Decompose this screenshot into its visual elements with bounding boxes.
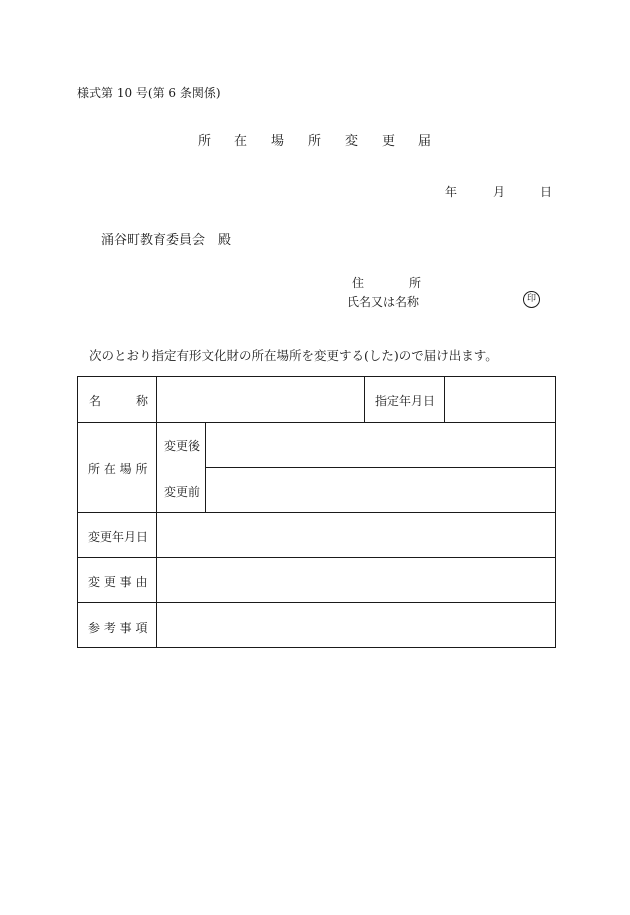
title-char: 在 [234, 134, 248, 149]
applicant-address-label: 住 [352, 276, 365, 290]
notes-field[interactable] [157, 603, 555, 647]
change-reason-label: 変 更 事 由 [88, 575, 148, 589]
date-year-label: 年 [445, 185, 458, 199]
designation-date-field[interactable] [445, 378, 555, 422]
title-char: 届 [418, 134, 432, 149]
title-char: 変 [345, 134, 359, 149]
location-before-label: 変更前 [164, 485, 201, 499]
change-form-table [77, 376, 556, 648]
location-label: 所 在 場 所 [88, 462, 148, 476]
notes-label: 参 考 事 項 [88, 621, 148, 635]
change-reason-field[interactable] [157, 558, 555, 602]
applicant-name-label: 氏名又は名称 [347, 295, 420, 309]
name-label: 名 [89, 394, 102, 408]
location-after-field[interactable] [206, 423, 555, 467]
location-after-label: 変更後 [164, 439, 201, 453]
addressee: 涌谷町教育委員会 殿 [101, 233, 232, 248]
title-char: 所 [198, 134, 212, 149]
applicant-address-label: 所 [409, 276, 422, 290]
name-field[interactable] [157, 378, 364, 422]
statement-text: 次のとおり指定有形文化財の所在場所を変更する(した)ので届け出ます。 [89, 348, 498, 363]
date-day-label: 日 [540, 185, 553, 199]
title-char: 更 [382, 134, 396, 149]
form-id: 様式第 10 号(第 6 条関係) [77, 86, 221, 100]
name-label: 称 [136, 394, 149, 408]
table-rule [364, 377, 365, 422]
title-char: 場 [271, 134, 285, 149]
location-before-field[interactable] [206, 468, 555, 512]
date-month-label: 月 [493, 185, 506, 199]
change-date-field[interactable] [157, 513, 555, 557]
seal-mark: 印 [523, 291, 540, 308]
title-char: 所 [308, 134, 322, 149]
document-title [0, 130, 630, 149]
change-date-label: 変更年月日 [88, 530, 149, 544]
designation-date-label: 指定年月日 [375, 394, 436, 408]
